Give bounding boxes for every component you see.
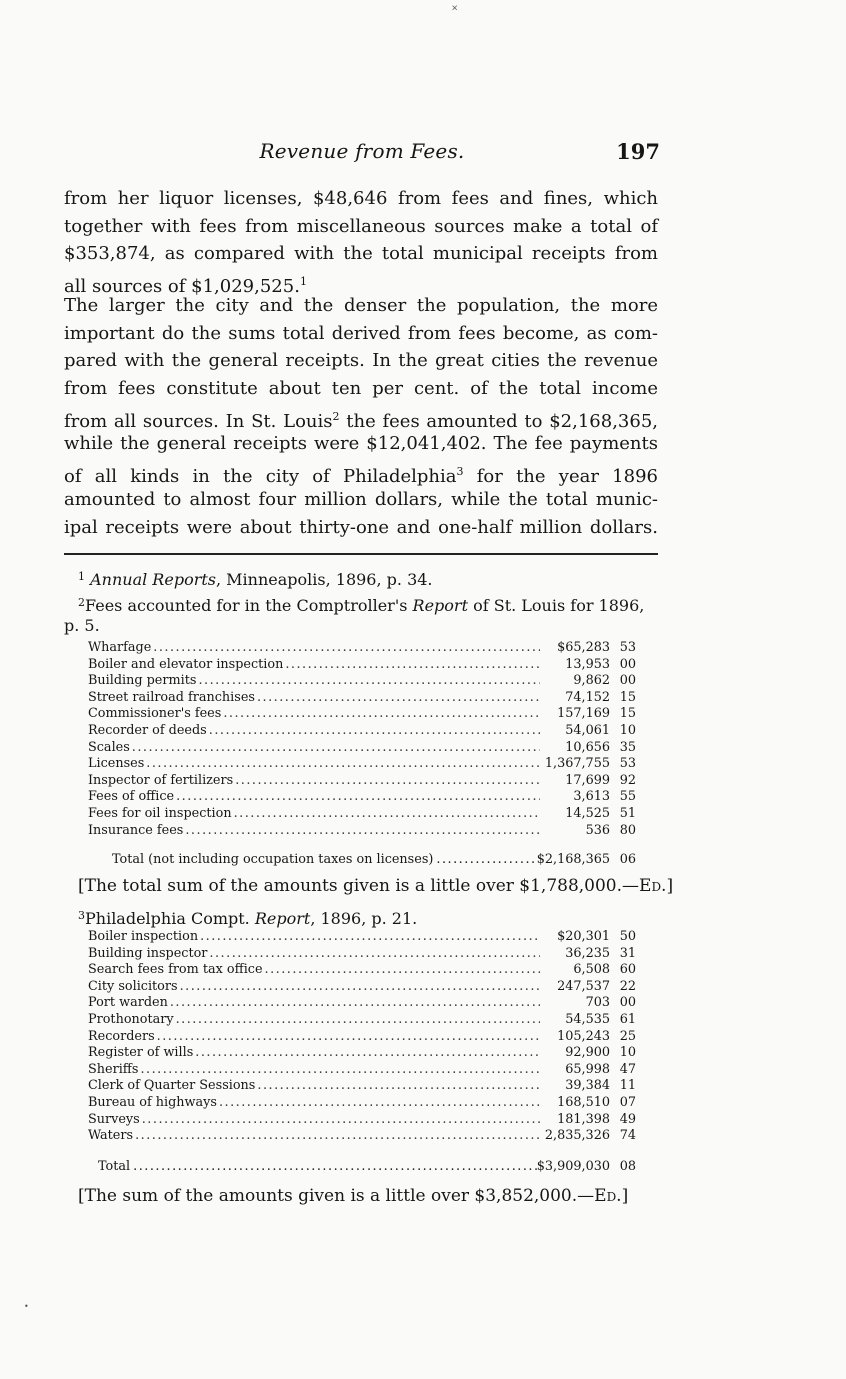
row-label: Scales [88,739,130,755]
text-line: pared with the general receipts. In the great cities the revenue [64,350,658,372]
row-dollars: 181,398 [557,1111,610,1127]
philadelphia-total-row: Total ..... $3,909,030 08 [98,1159,636,1174]
row-cents: 15 [619,689,636,705]
table-row [88,1062,636,1079]
row-cents: 07 [619,1094,636,1110]
page-header [64,139,660,167]
row-label: Search fees from tax office [88,962,263,978]
row-label: Port warden [88,995,168,1011]
running-title: Revenue from Fees. [259,139,465,163]
row-cents: 00 [619,673,636,689]
row-dollars: 703 [585,995,610,1011]
table-row [88,690,636,707]
leader-dots [140,1112,540,1129]
row-label: Sheriffs [88,1061,139,1077]
row-cents: 15 [619,706,636,722]
text-line: important do the sums total derived from fees become, as com- [64,322,658,344]
footnote-ref: 2 [332,409,340,423]
table-row [88,806,636,823]
leader-dots [232,806,540,823]
footnote-ref: 3 [456,465,464,479]
leader-dots [174,1012,540,1029]
row-cents: 10 [619,722,636,738]
table-row [88,962,636,979]
page-number: 197 [616,139,660,164]
row-dollars: 536 [585,822,610,838]
leader-dots [207,946,540,963]
row-label: Insurance fees [88,822,184,838]
leader-dots [174,789,540,806]
row-cents: 55 [619,789,636,805]
row-dollars: 36,235 [565,945,610,961]
footnote-2-heading: $^2$Fees accounted for in the Comptroller's Report of St. Louis for 1896, [78,596,645,615]
table-row [88,1078,636,1095]
row-label: Building inspector [88,945,208,961]
table-row [88,946,636,963]
row-label: Commissioner's fees [88,706,222,722]
row-label: Surveys [88,1111,140,1127]
row-label: Building permits [88,673,197,689]
row-cents: 53 [619,756,636,772]
leader-dots [193,1045,540,1062]
row-cents: 51 [619,805,636,821]
row-cents: 61 [619,1011,636,1027]
row-label: Wharfage [88,640,152,655]
leader-dots [263,962,540,979]
table-row [88,1112,636,1129]
row-label: Recorder of deeds [88,722,207,738]
editor-note-2: [The sum of the amounts given is a little over $3,852,000.—Ed.] [78,1186,629,1206]
table-row [88,657,636,674]
table-row [88,1095,636,1112]
row-label: Boiler inspection [88,929,199,944]
row-cents: 49 [619,1111,636,1127]
row-label: Fees for oil inspection [88,805,232,821]
text-line: from fees constitute about ten per cent. of the total income [64,378,658,400]
leader-dots [283,657,540,674]
text-line: amounted to almost four million dollars, while the total munic- [64,488,658,510]
row-dollars: 247,537 [557,978,610,994]
row-cents: 00 [619,656,636,672]
leader-dots [196,673,540,690]
row-cents: 25 [619,1028,636,1044]
text-line: from all sources. In St. Louis$^2$ the fees amounted to $2,168,365, [64,409,659,432]
row-dollars: 157,169 [557,706,610,722]
row-dollars: 54,061 [565,722,610,738]
row-dollars: 168,510 [557,1094,610,1110]
table-row [88,789,636,806]
row-dollars: 39,384 [565,1078,610,1094]
text-line: ipal receipts were about thirty-one and one-half million dollars. [64,516,658,538]
row-dollars: 10,656 [565,739,610,755]
leader-dots [168,995,540,1012]
table-row [88,706,636,723]
table-row [88,1029,636,1046]
row-cents: 92 [619,772,636,788]
paragraph-1 [64,185,658,296]
row-label: Fees of office [88,789,175,805]
leader-dots [255,690,540,707]
footnote-2-page: p. 5. [64,616,100,635]
text-line: together with fees from miscellaneous sources make a total of [64,215,658,237]
text-line: $353,874, as compared with the total municipal receipts from [64,243,658,265]
row-dollars: 2,835,326 [544,1128,610,1144]
row-dollars: 65,998 [565,1061,610,1077]
row-dollars: 74,152 [565,689,610,705]
leader-dots [144,756,540,773]
table-row [88,1045,636,1062]
row-cents: 31 [619,945,636,961]
leader-dots [183,823,540,840]
table-row [88,723,636,740]
table-row [88,929,636,946]
leader-dots [221,706,540,723]
st-louis-fees-table [88,640,636,839]
table-row [88,1012,636,1029]
row-label: Inspector of fertilizers [88,772,234,788]
row-dollars: 6,508 [573,962,610,978]
row-label: City solicitors [88,978,178,994]
scan-mark: ˟ [452,3,458,19]
row-dollars: $20,301 [557,929,610,944]
footnote-3-heading: $^3$Philadelphia Compt. Report, 1896, p. 21. [78,909,418,928]
text-line: while the general receipts were $12,041,402. The fee payments [64,433,658,455]
row-label: Clerk of Quarter Sessions [88,1078,256,1094]
table-row [88,773,636,790]
row-label: Prothonotary [88,1011,174,1027]
row-dollars: 105,243 [557,1028,610,1044]
table-row [88,756,636,773]
row-label: Waters [88,1128,134,1144]
leader-dots [207,723,540,740]
row-label: Licenses [88,756,145,772]
philadelphia-fees-table [88,929,636,1145]
row-dollars: $65,283 [557,640,610,655]
row-cents: 10 [619,1045,636,1061]
row-dollars: 3,613 [573,789,610,805]
row-dollars: 1,367,755 [544,756,610,772]
paragraph-2 [64,292,658,541]
leader-dots [151,640,540,657]
st-louis-total-row: Total (not including occupation taxes on licenses) ..... $2,168,365 06 [112,852,636,867]
table-row [88,740,636,757]
leader-dots [130,740,540,757]
row-dollars: 9,862 [573,673,610,689]
row-cents: 22 [619,978,636,994]
leader-dots [255,1078,540,1095]
footnote-1: $^1$ Annual Reports, Minneapolis, 1896, p. 34. [78,570,433,589]
row-cents: 47 [619,1061,636,1077]
row-cents: 00 [619,995,636,1011]
text-line: of all kinds in the city of Philadelphia$^3$ for the year 1896 [64,465,658,488]
footnote-ref: 1 [299,275,307,289]
leader-dots [155,1029,540,1046]
row-cents: 80 [619,822,636,838]
editor-note-1: [The total sum of the amounts given is a little over $1,788,000.—Ed.] [78,876,674,896]
row-dollars: 92,900 [565,1045,610,1061]
leader-dots [217,1095,540,1112]
row-dollars: 17,699 [565,772,610,788]
leader-dots [198,929,540,946]
row-dollars: 14,525 [565,805,610,821]
table-row [88,979,636,996]
table-row [88,1128,636,1145]
row-cents: 11 [619,1078,636,1094]
row-label: Bureau of highways [88,1094,217,1110]
row-cents: 74 [619,1128,636,1144]
leader-dots [138,1062,540,1079]
row-dollars: 13,953 [565,656,610,672]
leader-dots [133,1128,540,1145]
text-line: The larger the city and the denser the population, the more [64,295,658,316]
row-label: Boiler and elevator inspection [88,656,284,672]
row-label: Street railroad franchises [88,689,255,705]
text-line: all sources of $1,029,525.$^1$ [64,275,307,298]
table-row [88,995,636,1012]
footnote-divider [64,553,658,555]
leader-dots [233,773,540,790]
row-label: Recorders [88,1028,155,1044]
text-line: from her liquor licenses, $48,646 from fees and fines, which [64,188,658,209]
row-dollars: 54,535 [565,1011,610,1027]
table-row [88,640,636,657]
row-cents: 60 [619,962,636,978]
row-cents: 50 [619,929,636,944]
table-row [88,673,636,690]
row-label: Register of wills [88,1045,194,1061]
scan-dot: • [24,1302,29,1311]
table-row [88,823,636,840]
row-cents: 35 [619,739,636,755]
row-cents: 53 [619,640,636,655]
leader-dots [178,979,540,996]
